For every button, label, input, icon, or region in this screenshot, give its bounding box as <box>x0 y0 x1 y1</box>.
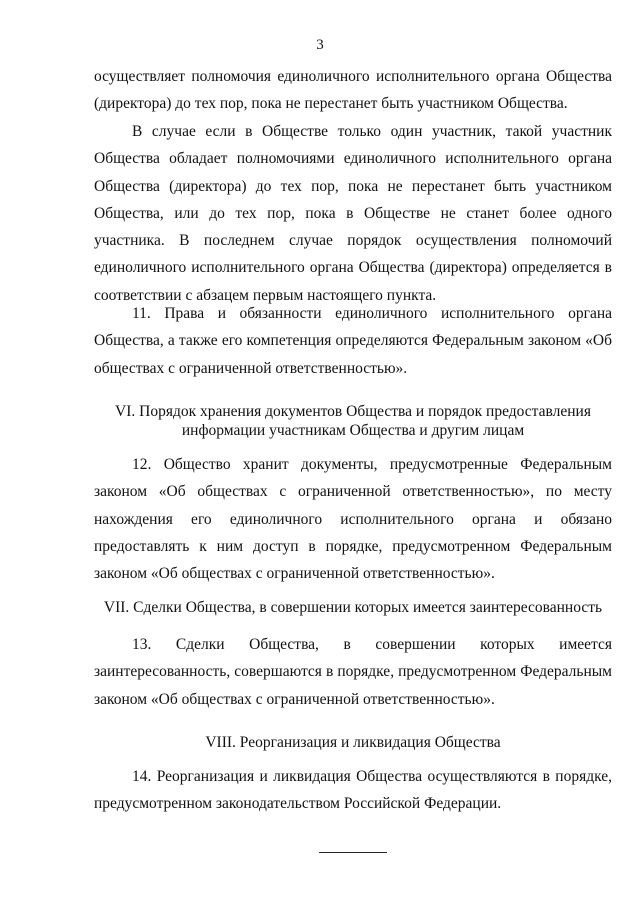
section-8-heading: VIII. Реорганизация и ликвидация Общества <box>205 734 501 751</box>
paragraph-13: 13. Сделки Общества, в совершении которых имеется заинтересованность, совершаются в порядке, предусмотренном Федеральным законом «Об обществах с ограниченной ответственностью». <box>94 636 612 708</box>
closing-rule-line <box>319 852 387 853</box>
paragraph-12: 12. Общество хранит документы, предусмотренные Федеральным законом «Об обществах с ограниченной ответственностью», по месту нахождения его единоличного исполнительного органа и обязано предоставлять к ним доступ в порядке, предусмотренном Федеральным законом «Об обществах с ограниченной ответственностью». <box>94 456 612 583</box>
paragraph-continuation: осуществляет полномочия единоличного исполнительного органа Общества (директора) до тех пор, пока не перестанет быть участником Общества. <box>94 68 612 113</box>
paragraph-11: 11. Права и обязанности единоличного исполнительного органа Общества, а также его компетенция определяются Федеральным законом «Об обществах с ограниченной ответственностью». <box>94 305 612 377</box>
section-6-heading-line1: VI. Порядок хранения документов Общества и порядок предоставления <box>115 403 591 420</box>
paragraph-single-participant: В случае если в Обществе только один участник, такой участник Общества обладает полномочиями единоличного исполнительного органа Общества (директора) до тех пор, пока не перестанет быть участником Общества, или до тех пор, пока в Обществе не станет более одного участника. В последнем случае порядок осуществления полномочий единоличного исполнительного органа Общества (директора) определяется в соответствии с абзацем первым настоящего пункта. <box>94 123 612 304</box>
section-7-heading: VII. Сделки Общества, в совершении которых имеется заинтересованность <box>103 599 603 616</box>
page-number: 3 <box>316 37 324 53</box>
section-6-heading-line2: информации участникам Общества и другим лицам <box>181 422 525 439</box>
paragraph-14: 14. Реорганизация и ликвидация Общества осуществляются в порядке, предусмотренном законодательством Российской Федерации. <box>94 768 612 813</box>
